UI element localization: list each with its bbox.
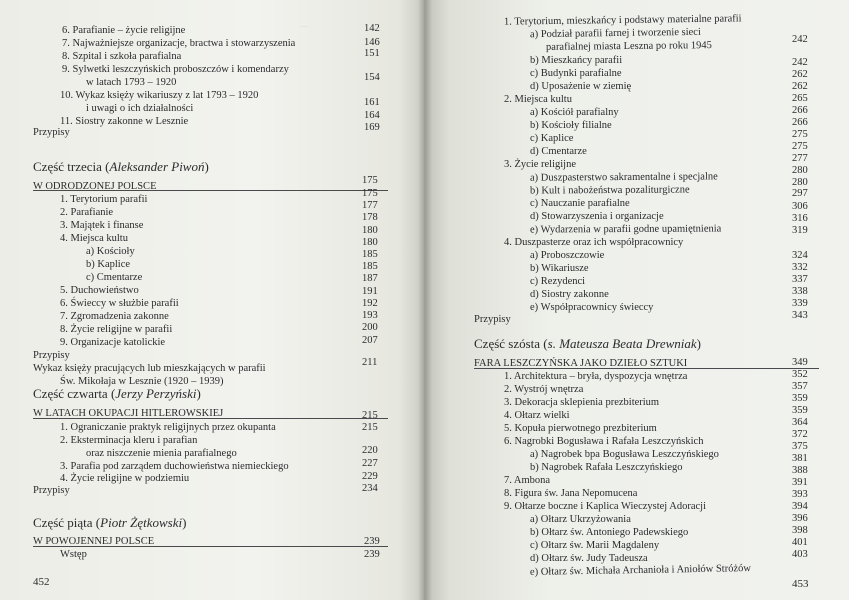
toc-page-number: 154 [364, 72, 380, 83]
toc-page-number: 275 [792, 141, 808, 152]
section-title: W LATACH OKUPACJI HITLEROWSKIEJ [33, 408, 224, 419]
toc-entry: 7. Ambona [504, 475, 551, 486]
section-title: W ODRODZONEJ POLSCE [33, 181, 157, 192]
toc-entry: c) Rezydenci [530, 276, 586, 287]
toc-entry: 2. Eksterminacja kleru i parafian [60, 435, 198, 446]
toc-entry: d) Cmentarze [530, 146, 587, 157]
toc-page-number: 207 [362, 335, 378, 346]
toc-page-number: 337 [792, 274, 808, 285]
toc-entry: c) Budynki parafialne [530, 68, 622, 79]
toc-page-number: 339 [792, 298, 808, 309]
toc-entry: a) Proboszczowie [530, 250, 605, 261]
toc-entry: d) Siostry zakonne [530, 289, 609, 300]
toc-entry: oraz niszczenie mienia parafialnego [86, 448, 237, 459]
part-author: s. Mateusza Beata Drewniak [547, 336, 697, 351]
toc-entry: e) Wydarzenia w parafii godne upamiętnienia [529, 223, 722, 236]
toc-entry: 4. Duszpasterze oraz ich współpracownicy [504, 237, 684, 248]
toc-entry: a) Nagrobek bpa Bogusława Leszczyńskiego [530, 449, 719, 460]
toc-entry: Św. Mikołaja w Lesznie (1920 – 1939) [60, 376, 224, 387]
toc-page-number: 343 [792, 310, 808, 321]
toc-entry: Przypisy [33, 485, 70, 496]
toc-entry: Przypisy [33, 127, 70, 138]
toc-entry: b) Ołtarz św. Antoniego Padewskiego [530, 527, 689, 538]
toc-entry: 8. Figura św. Jana Nepomucena [504, 488, 638, 499]
toc-page-number: 375 [792, 441, 808, 452]
toc-entry: a) Ołtarz Ukrzyżowania [530, 514, 631, 525]
toc-page-number: 338 [792, 286, 808, 297]
toc-page-number: 393 [792, 489, 808, 500]
section-rule [33, 190, 388, 191]
toc-page-number: 175 [362, 188, 378, 199]
toc-entry: a) Podział parafii farnej i tworzenie sieci [529, 26, 701, 41]
toc-page-number: 175 [362, 175, 378, 186]
toc-entry: 9. Sylwetki leszczyńskich proboszczów i komendarzy [62, 64, 289, 75]
right-page [424, 0, 849, 600]
toc-page-number: 262 [792, 69, 808, 80]
toc-page-number: 349 [792, 357, 808, 368]
toc-entry: d) Uposażenie w ziemię [530, 81, 632, 92]
toc-entry: 5. Kopuła pierwotnego prezbiterium [504, 423, 657, 434]
toc-entry: c) Nauczanie parafialne [530, 198, 630, 209]
toc-entry: a) Kościół parafialny [530, 107, 619, 118]
section-rule [33, 418, 388, 419]
toc-entry: 1. Terytorium, mieszkańcy i podstawy materialne parafii [503, 13, 742, 28]
toc-entry: 9. Organizacje katolickie [60, 337, 166, 348]
toc-page-number: 178 [362, 212, 378, 223]
part-author: Jerzy Perzyński [115, 386, 197, 401]
toc-page-number: 398 [792, 525, 808, 536]
toc-entry: c) Ołtarz św. Marii Magdaleny [530, 540, 660, 551]
toc-page-number: 146 [364, 37, 380, 48]
toc-entry: 7. Najważniejsze organizacje, bractwa i stowarzyszenia [62, 38, 296, 49]
toc-entry: a) Duszpasterstwo sakramentalne i specjalne [529, 171, 718, 184]
toc-entry: 6. Parafianie – życie religijne [62, 25, 186, 36]
toc-page-number: 180 [362, 225, 378, 236]
page-number-footer: 453 [792, 578, 809, 590]
toc-page-number: 185 [362, 249, 378, 260]
toc-page-number: 151 [364, 48, 380, 59]
toc-entry: Przypisy [33, 350, 70, 361]
toc-entry: 5. Duchowieństwo [60, 285, 139, 296]
toc-page-number: 352 [792, 369, 808, 380]
toc-page-number: 229 [362, 471, 378, 482]
toc-page-number: 324 [792, 250, 808, 261]
part-heading: Część trzecia (Aleksander Piwoń) [33, 159, 209, 174]
section-rule [474, 368, 819, 369]
toc-entry: 8. Szpital i szkoła parafialna [62, 51, 182, 62]
toc-page-number: 381 [792, 453, 808, 464]
toc-page-number: 319 [792, 225, 808, 236]
left-page [0, 0, 424, 600]
toc-page-number: 142 [364, 23, 380, 34]
toc-page-number: 211 [362, 357, 378, 368]
toc-entry: b) Kaplice [86, 259, 131, 270]
toc-entry: c) Cmentarze [86, 272, 143, 283]
toc-entry: b) Wikariusze [530, 263, 589, 274]
toc-entry: Wykaz księży pracujących lub mieszkających w parafii [33, 363, 266, 374]
toc-entry: Wstęp [60, 549, 87, 560]
toc-page-number: 200 [362, 322, 378, 333]
part-heading: Część czwarta (Jerzy Perzyński) [33, 386, 201, 401]
toc-entry: e) Ołtarz św. Michała Archanioła i Aniołów Stróżów [529, 563, 752, 578]
toc-entry: 11. Siostry zakonne w Lesznie [60, 116, 189, 127]
toc-page-number: 177 [362, 200, 378, 211]
toc-page-number: 275 [792, 129, 808, 140]
part-heading: Część piąta (Piotr Żętkowski) [33, 515, 187, 530]
toc-page-number: 391 [792, 477, 808, 488]
toc-entry: 3. Parafia pod zarządem duchowieństwa niemieckiego [60, 461, 289, 472]
toc-entry: 3. Dekoracja sklepienia prezbiterium [504, 397, 660, 408]
toc-entry: 2. Parafianie [60, 207, 114, 218]
toc-entry: b) Kościoły filialne [530, 120, 612, 131]
toc-entry: d) Stowarzyszenia i organizacje [530, 211, 664, 222]
toc-entry: b) Kult i nabożeństwa pozaliturgiczne [529, 184, 690, 197]
toc-page-number: 234 [362, 483, 378, 494]
show-through-text: ⋯ [300, 22, 308, 31]
toc-page-number: 185 [362, 261, 378, 272]
toc-page-number: 215 [362, 422, 378, 433]
toc-page-number: 280 [792, 177, 808, 188]
toc-entry: 7. Zgromadzenia zakonne [60, 311, 169, 322]
toc-entry: 2. Miejsca kultu [504, 94, 572, 105]
toc-page-number: 388 [792, 465, 808, 476]
toc-page-number: 359 [792, 393, 808, 404]
toc-page-number: 227 [362, 458, 378, 469]
toc-page-number: 364 [792, 417, 808, 428]
toc-page-number: 396 [792, 513, 808, 524]
book-gutter [418, 0, 432, 600]
toc-page-number: 164 [364, 110, 380, 121]
toc-entry: d) Ołtarz św. Judy Tadeusza [530, 553, 648, 564]
toc-page-number: 403 [792, 549, 808, 560]
toc-page-number: 242 [792, 57, 808, 68]
toc-entry: b) Mieszkańcy parafii [530, 55, 623, 66]
toc-page-number: 316 [792, 213, 808, 224]
toc-page-number: 191 [362, 286, 378, 297]
toc-page-number: 239 [364, 549, 380, 560]
toc-page-number: 220 [362, 445, 378, 456]
toc-page-number: 265 [792, 93, 808, 104]
toc-entry: w latach 1793 – 1920 [86, 77, 177, 88]
toc-page-number: 193 [362, 310, 378, 321]
part-author: Aleksander Piwoń [109, 159, 205, 174]
toc-entry: 4. Miejsca kultu [60, 233, 128, 244]
toc-entry: 1. Architektura – bryła, dyspozycja wnętrza [504, 371, 688, 382]
section-title: W POWOJENNEJ POLSCE [33, 536, 155, 547]
toc-entry: 2. Wystrój wnętrza [504, 384, 584, 395]
toc-entry: 4. Życie religijne w podziemiu [60, 473, 190, 484]
toc-page-number: 187 [362, 273, 378, 284]
toc-page-number: 180 [362, 237, 378, 248]
toc-entry: e) Współpracownicy świeccy [530, 302, 654, 313]
toc-page-number: 357 [792, 381, 808, 392]
toc-entry: 8. Życie religijne w parafii [60, 324, 173, 335]
toc-page-number: 266 [792, 105, 808, 116]
toc-page-number: 306 [792, 201, 808, 212]
toc-page-number: 401 [792, 537, 808, 548]
toc-entry: c) Kaplice [530, 133, 574, 144]
toc-page-number: 262 [792, 81, 808, 92]
toc-page-number: 280 [792, 165, 808, 176]
toc-entry: i uwagi o ich działalności [86, 103, 194, 114]
part-author: Piotr Żętkowski [100, 515, 183, 530]
toc-page-number: 372 [792, 429, 808, 440]
toc-page-number: 242 [792, 34, 808, 45]
toc-page-number: 239 [364, 536, 380, 547]
toc-entry: 1. Terytorium parafii [60, 194, 148, 205]
toc-page-number: 169 [364, 122, 380, 133]
toc-entry: 3. Życie religijne [504, 159, 577, 170]
section-rule [33, 546, 388, 547]
toc-page-number: 394 [792, 501, 808, 512]
toc-page-number: 215 [362, 410, 378, 421]
toc-entry: 3. Majątek i finanse [60, 220, 144, 231]
toc-page-number: 161 [364, 97, 380, 108]
toc-entry: a) Kościoły [86, 246, 135, 257]
toc-page-number: 332 [792, 262, 808, 273]
toc-entry: 10. Wykaz księży wikariuszy z lat 1793 – 1920 [60, 90, 259, 101]
toc-entry: Przypisy [474, 314, 511, 325]
page-number-footer: 452 [33, 576, 50, 588]
toc-entry: 6. Świeccy w służbie parafii [60, 298, 179, 309]
toc-page-number: 192 [362, 298, 378, 309]
toc-entry: 6. Nagrobki Bogusława i Rafała Leszczyńskich [504, 436, 704, 447]
toc-entry: 9. Ołtarze boczne i Kaplica Wieczystej Adoracji [504, 501, 707, 512]
toc-page-number: 266 [792, 117, 808, 128]
toc-entry: 1. Ograniczanie praktyk religijnych przez okupanta [60, 422, 276, 433]
toc-entry: b) Nagrobek Rafała Leszczyńskiego [530, 462, 683, 473]
toc-entry: 4. Ołtarz wielki [504, 410, 570, 421]
toc-page-number: 277 [792, 153, 808, 164]
toc-page-number: 359 [792, 405, 808, 416]
section-title: FARA LESZCZYŃSKA JAKO DZIEŁO SZTUKI [474, 358, 688, 369]
toc-entry: parafialnej miasta Leszna po roku 1945 [545, 40, 712, 53]
part-heading: Część szósta (s. Mateusza Beata Drewniak) [474, 336, 701, 351]
toc-page-number: 297 [792, 188, 808, 199]
